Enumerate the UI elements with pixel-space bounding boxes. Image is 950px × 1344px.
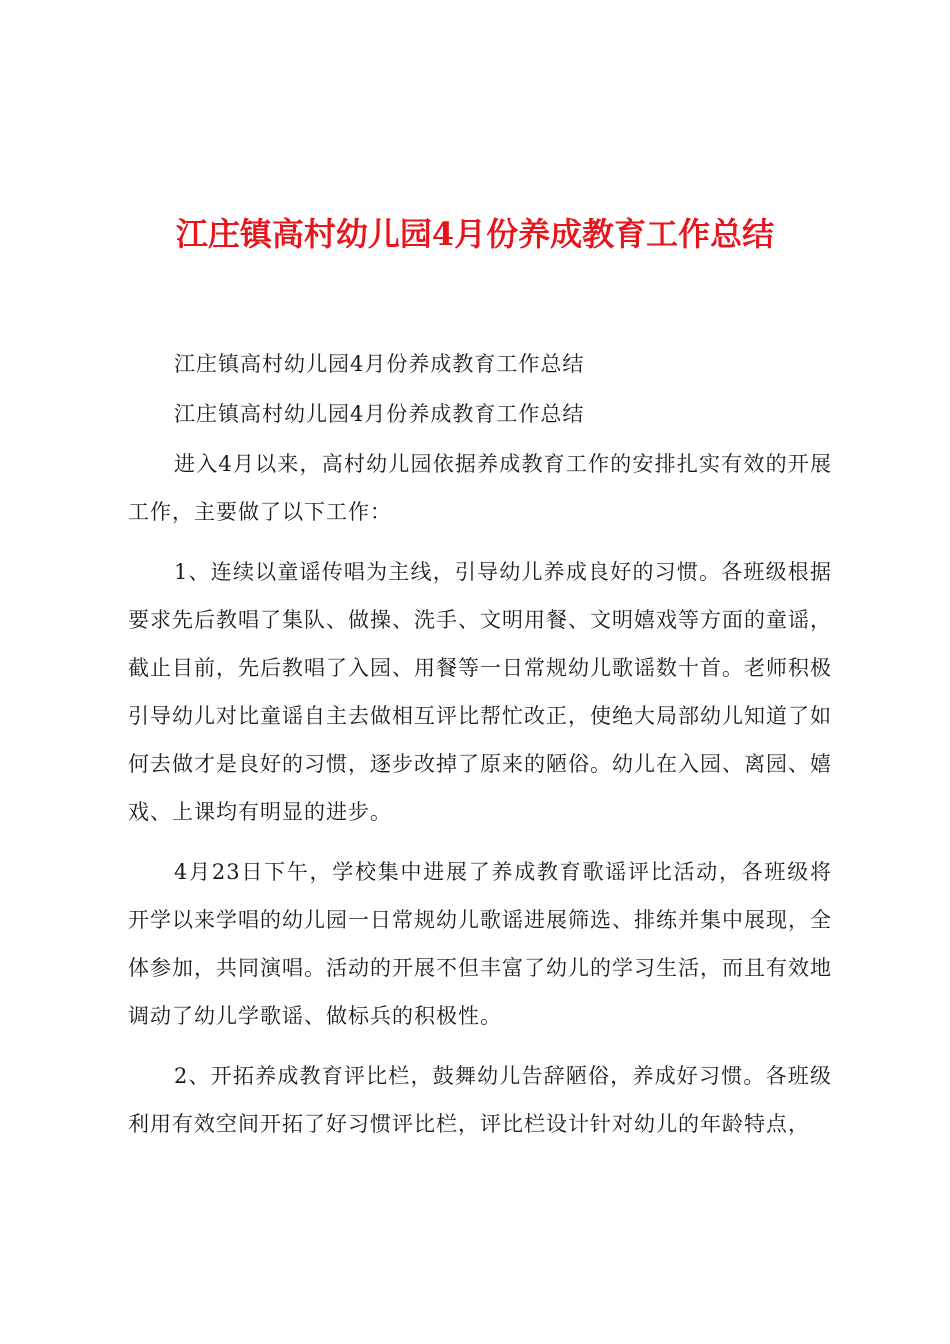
paragraph-subtitle-1: 江庄镇高村幼儿园4月份养成教育工作总结 [174,352,585,376]
paragraph-item-1: 1、连续以童谣传唱为主线，引导幼儿养成良好的习惯。各班级根据要求先后教唱了集队、做操、洗手、文明用餐、文明嬉戏等方面的童谣，截止目前，先后教唱了入园、用餐等一日常规幼儿歌谣数十首。老师积极引导幼儿对比童谣自主去做相互评比帮忙改正，使绝大局部幼儿知道了如何去做才是良好的习惯，逐步改掉了原来的陋俗。幼儿在入园、离园、嬉戏、上课均有明显的进步。 [128,560,832,824]
paragraph-subtitle-2: 江庄镇高村幼儿园4月份养成教育工作总结 [174,402,585,426]
paragraph-item-2: 2、开拓养成教育评比栏，鼓舞幼儿告辞陋俗，养成好习惯。各班级利用有效空间开拓了好习惯评比栏，评比栏设计针对幼儿的年龄特点， [128,1064,832,1136]
document-body [128,340,832,1160]
paragraph-event: 4月23日下午，学校集中进展了养成教育歌谣评比活动，各班级将开学以来学唱的幼儿园一日常规幼儿歌谣进展筛选、排练并集中展现，全体参加，共同演唱。活动的开展不但丰富了幼儿的学习生活，而且有效地调动了幼儿学歌谣、做标兵的积极性。 [128,860,832,1028]
document-title: 江庄镇高村幼儿园4月份养成教育工作总结 [175,215,775,253]
paragraph-intro: 进入4月以来，高村幼儿园依据养成教育工作的安排扎实有效的开展工作，主要做了以下工作： [128,452,832,524]
